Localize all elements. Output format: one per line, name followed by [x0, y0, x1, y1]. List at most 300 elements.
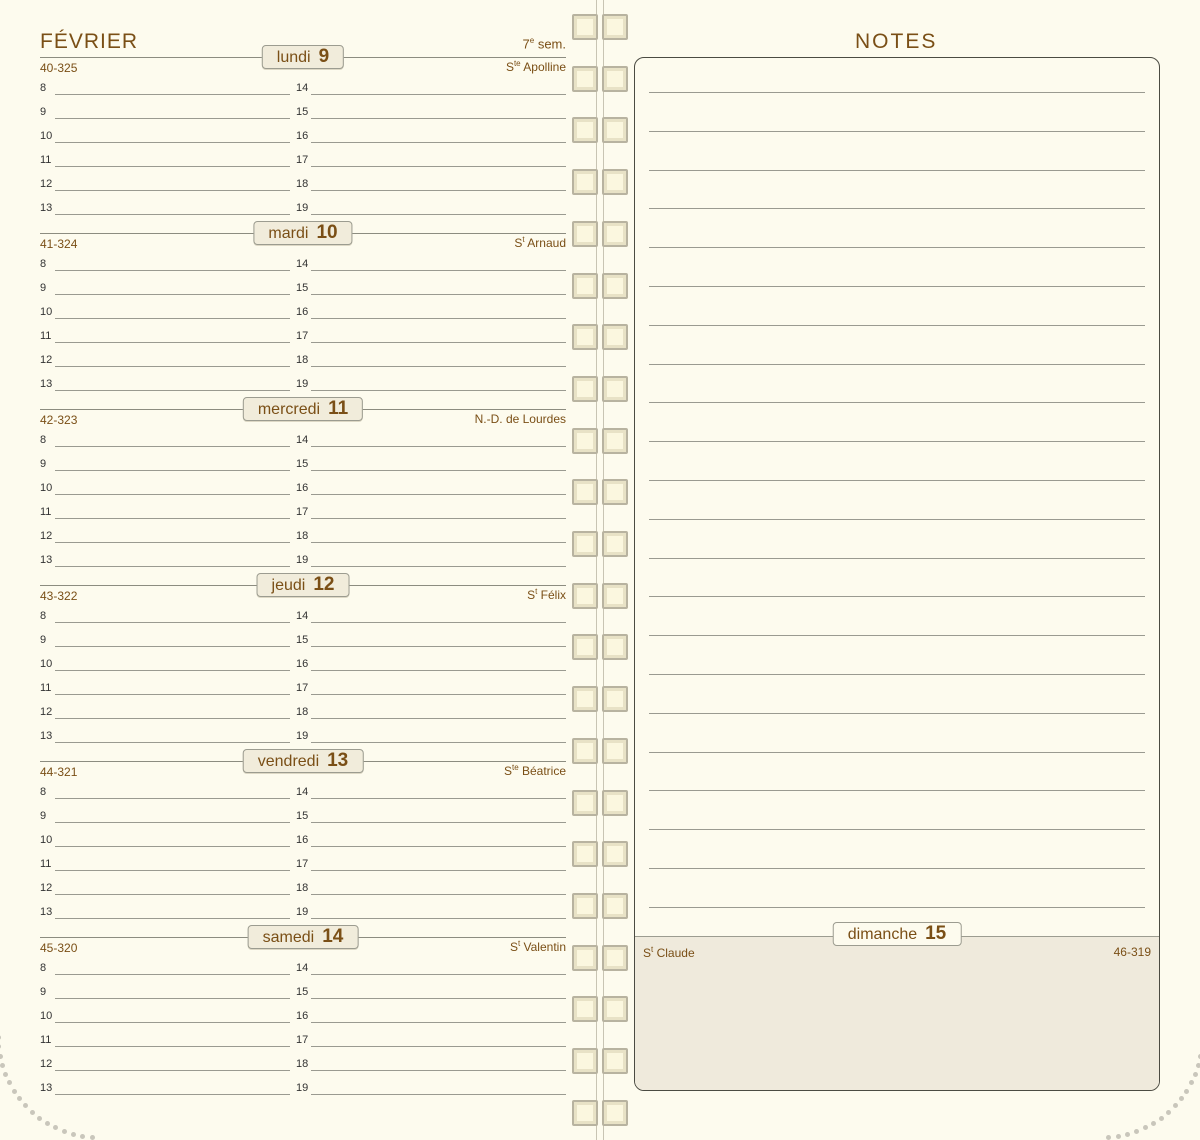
- day-label: [248, 925, 359, 949]
- note-line: [649, 790, 1145, 791]
- writing-line: [55, 1022, 290, 1023]
- writing-line: [55, 870, 290, 871]
- time-slot[interactable]: [40, 82, 290, 98]
- hour-label: 19: [296, 378, 309, 390]
- day-number: 9: [318, 46, 330, 67]
- writing-line: [55, 646, 290, 647]
- decorative-dot: [1143, 1125, 1148, 1130]
- time-slot[interactable]: [40, 554, 290, 570]
- decorative-dot: [30, 1110, 35, 1115]
- hour-label: 14: [296, 434, 309, 446]
- hour-label: 16: [296, 482, 309, 494]
- time-slot[interactable]: [40, 258, 290, 274]
- hour-label: 19: [296, 1082, 309, 1094]
- time-slot[interactable]: [40, 130, 290, 146]
- day-block-vendredi: [0, 749, 600, 925]
- time-slot[interactable]: [296, 82, 566, 98]
- note-line: [649, 92, 1145, 93]
- writing-line: [55, 214, 290, 215]
- spiral-ring-icon: [572, 169, 628, 195]
- spiral-ring-icon: [572, 428, 628, 454]
- time-slot[interactable]: [40, 610, 290, 626]
- time-slot[interactable]: [40, 682, 290, 698]
- decorative-dot: [1179, 1096, 1184, 1101]
- note-line: [649, 402, 1145, 403]
- day-name: samedi: [262, 929, 315, 946]
- writing-line: [55, 446, 290, 447]
- spiral-ring-icon: [572, 945, 628, 971]
- writing-line: [55, 494, 290, 495]
- writing-line: [55, 366, 290, 367]
- spiral-ring-icon: [572, 14, 628, 40]
- time-slot[interactable]: [296, 306, 566, 322]
- writing-line: [55, 846, 290, 847]
- note-line: [649, 480, 1145, 481]
- hour-label: 10: [40, 130, 53, 142]
- time-slot[interactable]: [40, 634, 290, 650]
- hour-label: 9: [40, 106, 47, 118]
- time-slot[interactable]: [40, 858, 290, 874]
- spiral-ring-icon: [572, 66, 628, 92]
- writing-line: [55, 294, 290, 295]
- writing-line: [311, 390, 566, 391]
- day-name: lundi: [276, 49, 311, 66]
- hour-label: 11: [40, 858, 52, 870]
- note-line: [649, 286, 1145, 287]
- decorative-dot: [62, 1129, 67, 1134]
- decorative-dot: [1159, 1116, 1164, 1121]
- time-slot[interactable]: [296, 354, 566, 370]
- writing-line: [55, 718, 290, 719]
- note-line: [649, 325, 1145, 326]
- writing-line: [55, 894, 290, 895]
- hour-label: 19: [296, 906, 309, 918]
- decorative-dot: [80, 1134, 85, 1139]
- time-slot[interactable]: [40, 1058, 290, 1074]
- writing-line: [311, 494, 566, 495]
- hour-label: 13: [40, 378, 53, 390]
- spiral-ring-icon: [572, 738, 628, 764]
- hour-label: 8: [40, 962, 47, 974]
- hour-label: 18: [296, 354, 309, 366]
- writing-line: [311, 846, 566, 847]
- hour-label: 16: [296, 306, 309, 318]
- writing-line: [311, 214, 566, 215]
- decorative-dot: [3, 1072, 8, 1077]
- writing-line: [55, 822, 290, 823]
- time-slot[interactable]: [40, 1010, 290, 1026]
- writing-line: [55, 998, 290, 999]
- time-slot[interactable]: [296, 258, 566, 274]
- decorative-dot: [45, 1121, 50, 1126]
- decorative-dot: [1116, 1134, 1121, 1139]
- hour-label: 16: [296, 1010, 309, 1022]
- hour-label: 12: [40, 882, 53, 894]
- writing-line: [311, 742, 566, 743]
- saint-of-day: $S^t$ Valentin: [509, 939, 566, 954]
- decorative-dot: [17, 1096, 22, 1101]
- note-line: [649, 752, 1145, 753]
- time-slot[interactable]: [296, 1058, 566, 1074]
- spiral-ring-icon: [572, 221, 628, 247]
- note-line: [649, 713, 1145, 714]
- time-slot[interactable]: [40, 1082, 290, 1098]
- writing-line: [55, 542, 290, 543]
- writing-line: [311, 998, 566, 999]
- day-label-sunday: dimanche 15: [833, 922, 962, 946]
- writing-line: [311, 974, 566, 975]
- time-slot[interactable]: [296, 906, 566, 922]
- time-slot[interactable]: [296, 282, 566, 298]
- notes-title: NOTES: [855, 30, 938, 53]
- spiral-ring-icon: [572, 583, 628, 609]
- hour-label: 17: [296, 1034, 309, 1046]
- hour-label: 11: [40, 154, 52, 166]
- hour-label: 9: [40, 458, 47, 470]
- writing-line: [311, 566, 566, 567]
- day-count: 40-325: [40, 61, 78, 75]
- day-block-mercredi: [0, 397, 600, 573]
- writing-line: [55, 470, 290, 471]
- day-label: [257, 573, 350, 597]
- decorative-dot: [23, 1103, 28, 1108]
- writing-line: [55, 694, 290, 695]
- time-slot[interactable]: [40, 202, 290, 218]
- hour-label: 17: [296, 682, 309, 694]
- hour-label: 18: [296, 882, 309, 894]
- time-slot[interactable]: [296, 106, 566, 122]
- hour-label: 14: [296, 786, 309, 798]
- spiral-ring-icon: [572, 686, 628, 712]
- time-slot[interactable]: [296, 434, 566, 450]
- saint-of-day: $S^t$ Félix: [527, 587, 566, 602]
- time-slot[interactable]: [40, 482, 290, 498]
- hour-label: 11: [40, 1034, 52, 1046]
- writing-line: [311, 870, 566, 871]
- hour-label: 13: [40, 202, 53, 214]
- saint-of-day: $S^{te}$ Béatrice: [503, 763, 566, 778]
- day-number: 14: [322, 926, 344, 947]
- time-slot[interactable]: [296, 202, 566, 218]
- time-slot[interactable]: [40, 986, 290, 1002]
- time-slot[interactable]: [296, 786, 566, 802]
- writing-line: [311, 94, 566, 95]
- hour-label: 9: [40, 986, 47, 998]
- writing-line: [55, 518, 290, 519]
- time-slot[interactable]: [40, 706, 290, 722]
- day-number: 10: [316, 222, 338, 243]
- writing-line: [55, 318, 290, 319]
- time-slot[interactable]: [296, 130, 566, 146]
- day-name: mardi: [268, 225, 309, 242]
- writing-line: [311, 142, 566, 143]
- writing-line: [311, 798, 566, 799]
- hour-label: 12: [40, 706, 53, 718]
- time-slot[interactable]: [40, 810, 290, 826]
- writing-line: [55, 142, 290, 143]
- spiral-ring-icon: [572, 790, 628, 816]
- hour-label: 19: [296, 730, 309, 742]
- time-slot[interactable]: [296, 658, 566, 674]
- time-slot[interactable]: [296, 154, 566, 170]
- time-slot[interactable]: [296, 506, 566, 522]
- time-slot[interactable]: [40, 882, 290, 898]
- writing-line: [311, 670, 566, 671]
- saint-of-day: $S^{te}$ Apolline: [505, 59, 566, 74]
- time-slot[interactable]: [40, 786, 290, 802]
- hour-label: 17: [296, 858, 309, 870]
- note-line: [649, 829, 1145, 830]
- hour-label: 13: [40, 906, 53, 918]
- time-slot[interactable]: [40, 658, 290, 674]
- time-slot[interactable]: [296, 810, 566, 826]
- time-slot[interactable]: [296, 458, 566, 474]
- time-slot[interactable]: [296, 882, 566, 898]
- notes-panel[interactable]: [634, 57, 1160, 1091]
- writing-line: [55, 974, 290, 975]
- hour-label: 19: [296, 202, 309, 214]
- writing-line: [311, 646, 566, 647]
- time-slot[interactable]: [40, 962, 290, 978]
- writing-line: [311, 918, 566, 919]
- decorative-dot: [1173, 1103, 1178, 1108]
- day-number: 12: [313, 574, 335, 595]
- writing-line: [55, 94, 290, 95]
- day-block-samedi: [0, 925, 600, 1101]
- day-name: jeudi: [271, 577, 306, 594]
- writing-line: [311, 270, 566, 271]
- day-name: mercredi: [257, 401, 321, 418]
- time-slot[interactable]: [296, 962, 566, 978]
- decorative-dot: [1184, 1089, 1189, 1094]
- decorative-dot: [1134, 1129, 1139, 1134]
- writing-line: [55, 1046, 290, 1047]
- spiral-ring-icon: [572, 1100, 628, 1126]
- decorative-dot: [37, 1116, 42, 1121]
- hour-label: 10: [40, 834, 53, 846]
- week-number: 7e sem.: [522, 36, 566, 52]
- hour-label: 8: [40, 82, 47, 94]
- writing-line: [55, 342, 290, 343]
- day-count: 44-321: [40, 765, 78, 779]
- writing-line: [311, 1070, 566, 1071]
- note-line: [649, 131, 1145, 132]
- writing-line: [311, 166, 566, 167]
- note-line: [649, 596, 1145, 597]
- day-count: 43-322: [40, 589, 78, 603]
- decorative-dot: [1196, 1063, 1200, 1068]
- hour-label: 13: [40, 554, 53, 566]
- writing-line: [311, 318, 566, 319]
- time-slot[interactable]: [296, 1010, 566, 1026]
- hour-label: 16: [296, 834, 309, 846]
- writing-line: [311, 342, 566, 343]
- day-label: [262, 45, 344, 69]
- time-slot[interactable]: [296, 730, 566, 746]
- time-slot[interactable]: [296, 482, 566, 498]
- hour-label: 17: [296, 154, 309, 166]
- writing-line: [55, 622, 290, 623]
- day-name: vendredi: [257, 753, 320, 770]
- time-slot[interactable]: [296, 1034, 566, 1050]
- time-slot[interactable]: [296, 706, 566, 722]
- writing-line: [55, 798, 290, 799]
- spiral-ring-icon: [572, 996, 628, 1022]
- writing-line: [55, 742, 290, 743]
- hour-label: 19: [296, 554, 309, 566]
- writing-line: [311, 118, 566, 119]
- writing-line: [55, 566, 290, 567]
- hour-label: 16: [296, 658, 309, 670]
- spiral-ring-icon: [572, 273, 628, 299]
- decorative-dot: [1189, 1080, 1194, 1085]
- hour-label: 13: [40, 730, 53, 742]
- time-slot[interactable]: [40, 306, 290, 322]
- decorative-dot: [1106, 1135, 1111, 1140]
- day-count: 46-319: [1113, 945, 1151, 959]
- time-slot[interactable]: [40, 378, 290, 394]
- time-slot[interactable]: [296, 858, 566, 874]
- hour-label: 8: [40, 434, 47, 446]
- day-count: 45-320: [40, 941, 78, 955]
- hour-label: 12: [40, 354, 53, 366]
- decorative-dot: [1151, 1121, 1156, 1126]
- hour-label: 9: [40, 282, 47, 294]
- day-count: 42-323: [40, 413, 78, 427]
- note-line: [649, 247, 1145, 248]
- day-number: 13: [327, 750, 349, 771]
- time-slot[interactable]: [40, 154, 290, 170]
- decorative-dot: [1193, 1072, 1198, 1077]
- hour-label: 14: [296, 82, 309, 94]
- note-line: [649, 364, 1145, 365]
- time-slot[interactable]: [40, 178, 290, 194]
- writing-line: [311, 518, 566, 519]
- saint-of-day: $S^t$ Claude: [643, 945, 695, 960]
- spiral-ring-icon: [572, 376, 628, 402]
- spiral-ring-icon: [572, 117, 628, 143]
- time-slot[interactable]: [296, 682, 566, 698]
- time-slot[interactable]: [296, 634, 566, 650]
- writing-line: [311, 190, 566, 191]
- decorative-dot: [1125, 1132, 1130, 1137]
- note-line: [649, 674, 1145, 675]
- hour-label: 17: [296, 506, 309, 518]
- time-slot[interactable]: [40, 834, 290, 850]
- time-slot[interactable]: [40, 730, 290, 746]
- saint-of-day: N.-D. de Lourdes: [474, 412, 566, 426]
- time-slot[interactable]: [40, 506, 290, 522]
- month-title: FÉVRIER: [40, 30, 139, 53]
- time-slot[interactable]: [296, 554, 566, 570]
- hour-label: 16: [296, 130, 309, 142]
- hour-label: 8: [40, 610, 47, 622]
- day-number: 11: [328, 398, 349, 419]
- hour-label: 14: [296, 962, 309, 974]
- time-slot[interactable]: [40, 434, 290, 450]
- time-slot[interactable]: [40, 458, 290, 474]
- decorative-dot: [1166, 1110, 1171, 1115]
- time-slot[interactable]: [296, 986, 566, 1002]
- time-slot[interactable]: [296, 610, 566, 626]
- writing-line: [55, 390, 290, 391]
- hour-label: 8: [40, 258, 47, 270]
- day-label: [243, 749, 364, 773]
- writing-line: [311, 542, 566, 543]
- hour-label: 15: [296, 986, 309, 998]
- hour-label: 13: [40, 1082, 53, 1094]
- time-slot[interactable]: [296, 1082, 566, 1098]
- hour-label: 17: [296, 330, 309, 342]
- time-slot[interactable]: [296, 378, 566, 394]
- hour-label: 18: [296, 178, 309, 190]
- day-label: [253, 221, 352, 245]
- note-line: [649, 441, 1145, 442]
- writing-line: [311, 1022, 566, 1023]
- writing-line: [311, 894, 566, 895]
- time-slot[interactable]: [40, 1034, 290, 1050]
- hour-label: 12: [40, 530, 53, 542]
- sunday-section[interactable]: [635, 936, 1159, 1090]
- writing-line: [55, 918, 290, 919]
- writing-line: [311, 622, 566, 623]
- hour-label: 15: [296, 810, 309, 822]
- writing-line: [311, 822, 566, 823]
- time-slot[interactable]: [40, 330, 290, 346]
- decorative-dot: [7, 1080, 12, 1085]
- spiral-ring-icon: [572, 841, 628, 867]
- writing-line: [311, 1094, 566, 1095]
- spiral-ring-icon: [572, 634, 628, 660]
- hour-label: 12: [40, 178, 53, 190]
- time-slot[interactable]: [40, 106, 290, 122]
- time-slot[interactable]: [40, 530, 290, 546]
- time-slot[interactable]: [40, 282, 290, 298]
- time-slot[interactable]: [296, 178, 566, 194]
- hour-label: 11: [40, 506, 52, 518]
- decorative-dot: [71, 1132, 76, 1137]
- hour-label: 15: [296, 106, 309, 118]
- note-line: [649, 558, 1145, 559]
- spiral-ring-icon: [572, 479, 628, 505]
- note-line: [649, 907, 1145, 908]
- writing-line: [55, 270, 290, 271]
- hour-label: 15: [296, 282, 309, 294]
- writing-line: [55, 670, 290, 671]
- time-slot[interactable]: [296, 530, 566, 546]
- spiral-ring-icon: [572, 324, 628, 350]
- hour-label: 18: [296, 1058, 309, 1070]
- writing-line: [311, 694, 566, 695]
- hour-label: 11: [40, 330, 52, 342]
- writing-line: [311, 294, 566, 295]
- time-slot[interactable]: [40, 906, 290, 922]
- saint-of-day: $S^t$ Arnaud: [514, 235, 566, 250]
- writing-line: [311, 470, 566, 471]
- writing-line: [311, 366, 566, 367]
- note-line: [649, 868, 1145, 869]
- writing-line: [55, 1094, 290, 1095]
- hour-label: 9: [40, 810, 47, 822]
- time-slot[interactable]: [296, 834, 566, 850]
- spiral-ring-icon: [572, 893, 628, 919]
- note-line: [649, 635, 1145, 636]
- decorative-dot: [12, 1089, 17, 1094]
- hour-label: 10: [40, 306, 53, 318]
- time-slot[interactable]: [40, 354, 290, 370]
- hour-label: 10: [40, 1010, 53, 1022]
- time-slot[interactable]: [296, 330, 566, 346]
